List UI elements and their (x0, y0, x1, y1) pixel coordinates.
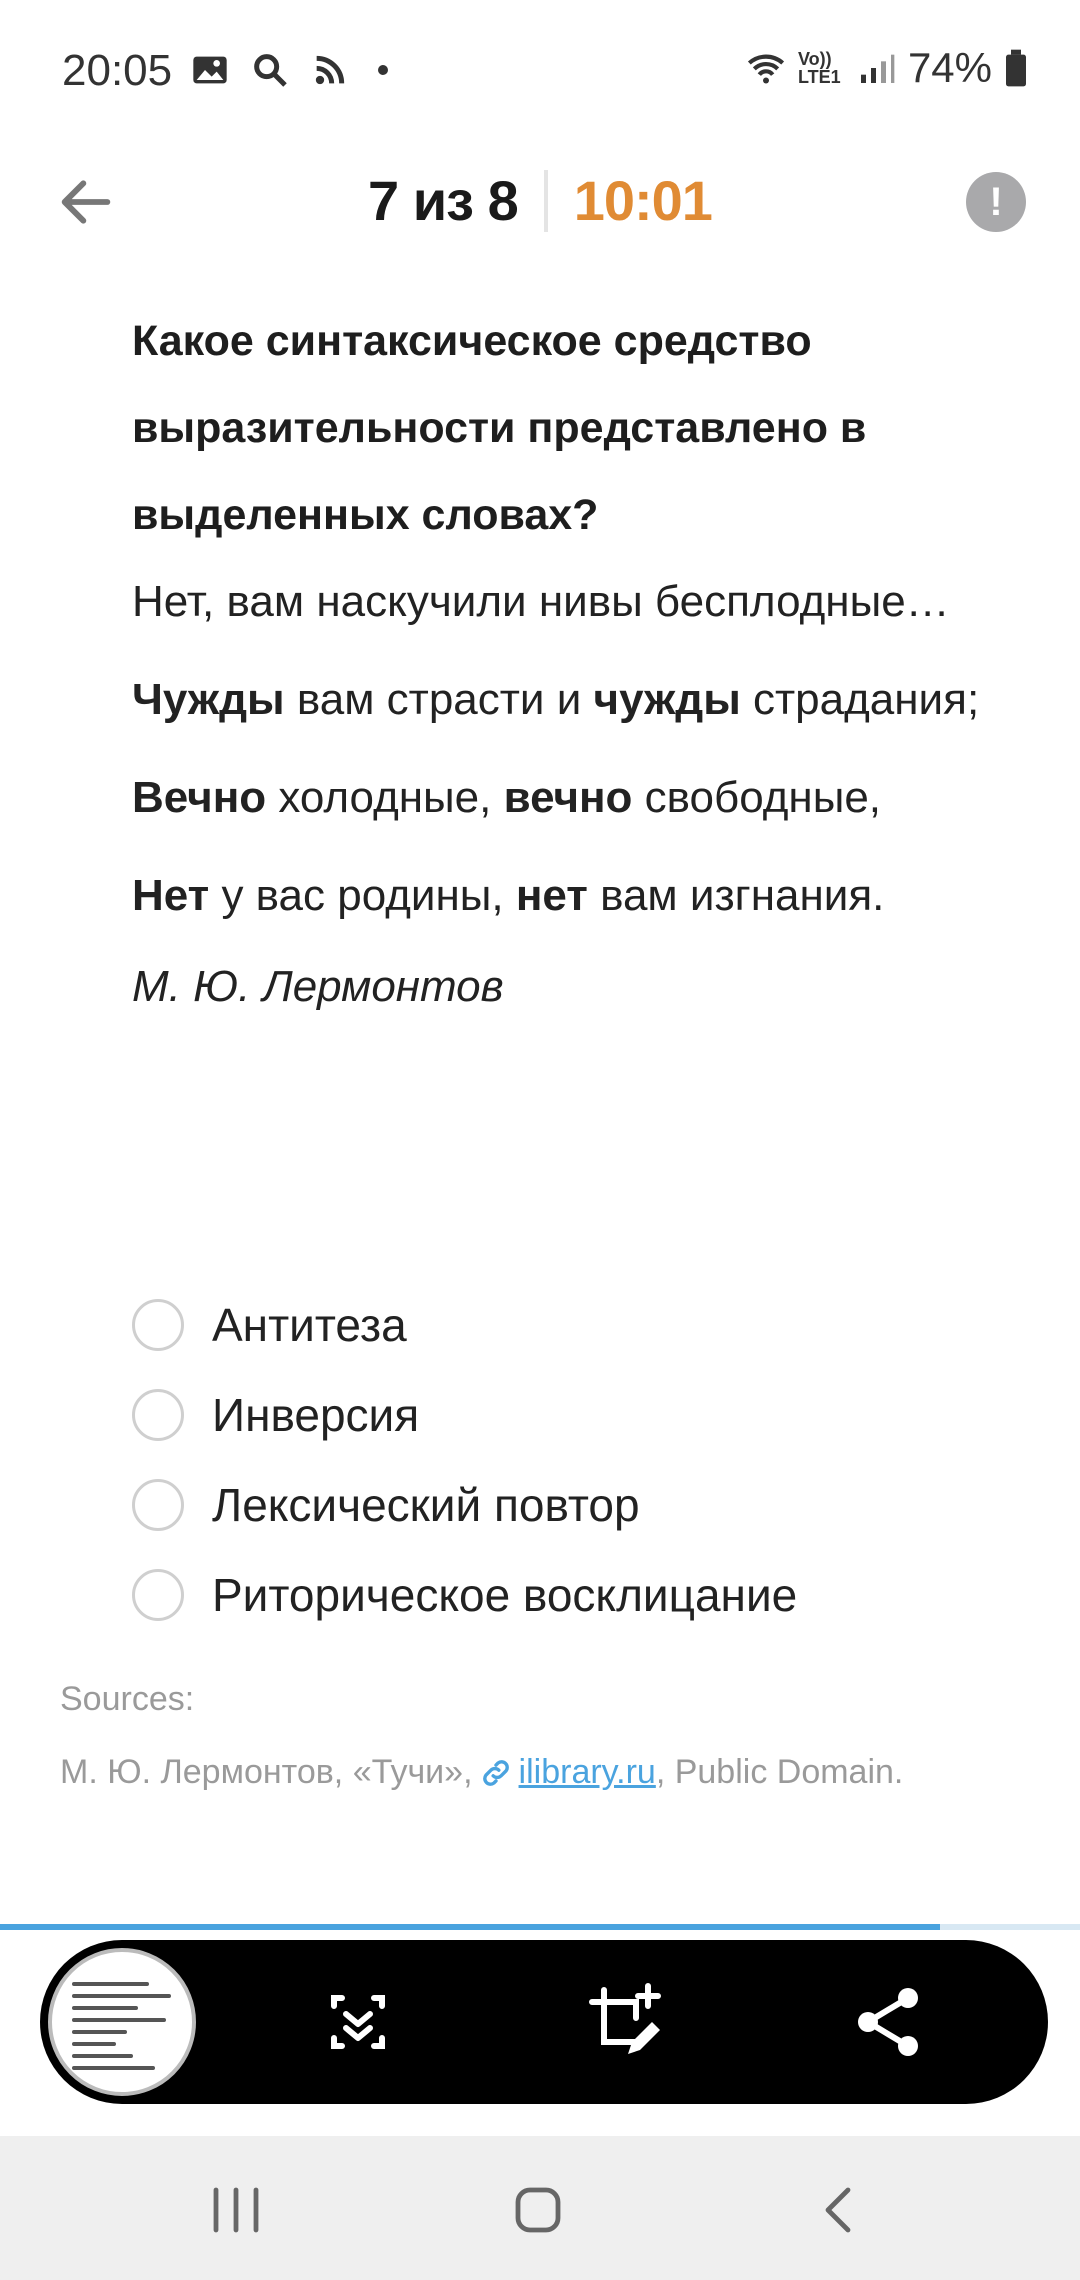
highlighted-word: вечно (503, 773, 633, 822)
scroll-capture-icon (310, 1974, 406, 2070)
poem-line (132, 857, 992, 935)
highlighted-word: Чужды (132, 675, 285, 724)
home-icon (498, 2170, 578, 2250)
option-antiteza[interactable] (132, 1280, 1032, 1370)
sources-line (60, 1753, 1040, 1792)
option-label: Риторическое восклицание (212, 1569, 798, 1621)
battery-percent: 74% (907, 44, 992, 91)
exclamation-icon: ! (989, 180, 1003, 224)
report-button[interactable] (966, 172, 1026, 232)
scroll-capture-button[interactable] (310, 1974, 406, 2070)
poem-text: холодные, (266, 773, 504, 822)
radio-button[interactable] (132, 1389, 184, 1441)
link-icon (479, 1756, 513, 1790)
poem-text: у вас родины, (209, 871, 516, 920)
share-icon (840, 1974, 936, 2070)
status-time: 20:05 (62, 46, 173, 95)
question-content (132, 298, 992, 1027)
question-counter: 7 из 8 (368, 169, 518, 232)
poem-line (132, 563, 992, 641)
header-divider (544, 170, 548, 232)
crop-edit-button[interactable] (576, 1974, 672, 2070)
source-link[interactable]: ilibrary.ru (518, 1753, 656, 1791)
thumbnail-preview (72, 1974, 182, 2078)
system-back-button[interactable] (800, 2170, 880, 2250)
system-navigation-bar (0, 2136, 1080, 2280)
home-button[interactable] (498, 2170, 578, 2250)
quiz-header (0, 150, 1080, 260)
search-icon (250, 50, 290, 90)
share-button[interactable] (840, 1974, 936, 2070)
recent-apps-icon (196, 2170, 276, 2250)
chevron-left-icon (800, 2170, 880, 2250)
radio-button[interactable] (132, 1569, 184, 1621)
status-system-icons (746, 44, 1028, 92)
highlighted-word: Нет (132, 871, 210, 920)
option-leksicheskiy-povtor[interactable] (132, 1460, 1032, 1550)
poem-line (132, 661, 992, 739)
option-label: Антитеза (212, 1299, 407, 1351)
progress-fill (0, 1924, 940, 1930)
highlighted-word: Вечно (132, 773, 267, 822)
option-label: Лексический повтор (212, 1479, 640, 1531)
crop-edit-icon (576, 1974, 672, 2070)
recent-apps-button[interactable] (196, 2170, 276, 2250)
poem-text: свободные, (632, 773, 882, 822)
poem-text: Нет, вам наскучили нивы бесплодные… (132, 577, 950, 626)
poem-text: вам страсти и (284, 675, 594, 724)
radio-button[interactable] (132, 1479, 184, 1531)
answer-options (132, 1280, 1032, 1640)
source-prefix: М. Ю. Лермонтов, «Тучи», (60, 1753, 473, 1791)
image-icon (190, 50, 230, 90)
question-text: Какое синтаксическое средство выразительности представлено в выделенных словах? (132, 317, 867, 539)
highlighted-word: чужды (593, 675, 741, 724)
signal-icon (856, 48, 896, 88)
wifi-icon (746, 48, 786, 88)
battery-icon (1004, 48, 1028, 88)
poem-line (132, 759, 992, 837)
scroll-progress-bar (0, 1924, 1080, 1930)
notification-dot (378, 65, 388, 75)
poem (132, 563, 992, 935)
highlighted-word: нет (515, 871, 588, 920)
radio-button[interactable] (132, 1299, 184, 1351)
status-notification-icons (190, 50, 388, 90)
timer: 10:01 (573, 169, 712, 232)
network-label: Vo)) LTE1 (797, 49, 841, 87)
sources (60, 1680, 1040, 1792)
header-center (0, 168, 1080, 233)
sources-title: Sources: (60, 1680, 195, 1718)
poem-text: вам изгнания. (587, 871, 885, 920)
rss-icon (310, 50, 350, 90)
option-ritoricheskoe-vosklicanie[interactable] (132, 1550, 1032, 1640)
option-inversiya[interactable] (132, 1370, 1032, 1460)
source-suffix: , Public Domain. (655, 1753, 904, 1791)
screenshot-thumbnail[interactable] (48, 1948, 196, 2096)
poem-text: страдания; (740, 675, 980, 724)
screenshot-toolbar (40, 1940, 1048, 2104)
option-label: Инверсия (212, 1389, 420, 1441)
status-bar (0, 0, 1080, 150)
poem-author: М. Ю. Лермонтов (132, 962, 504, 1011)
